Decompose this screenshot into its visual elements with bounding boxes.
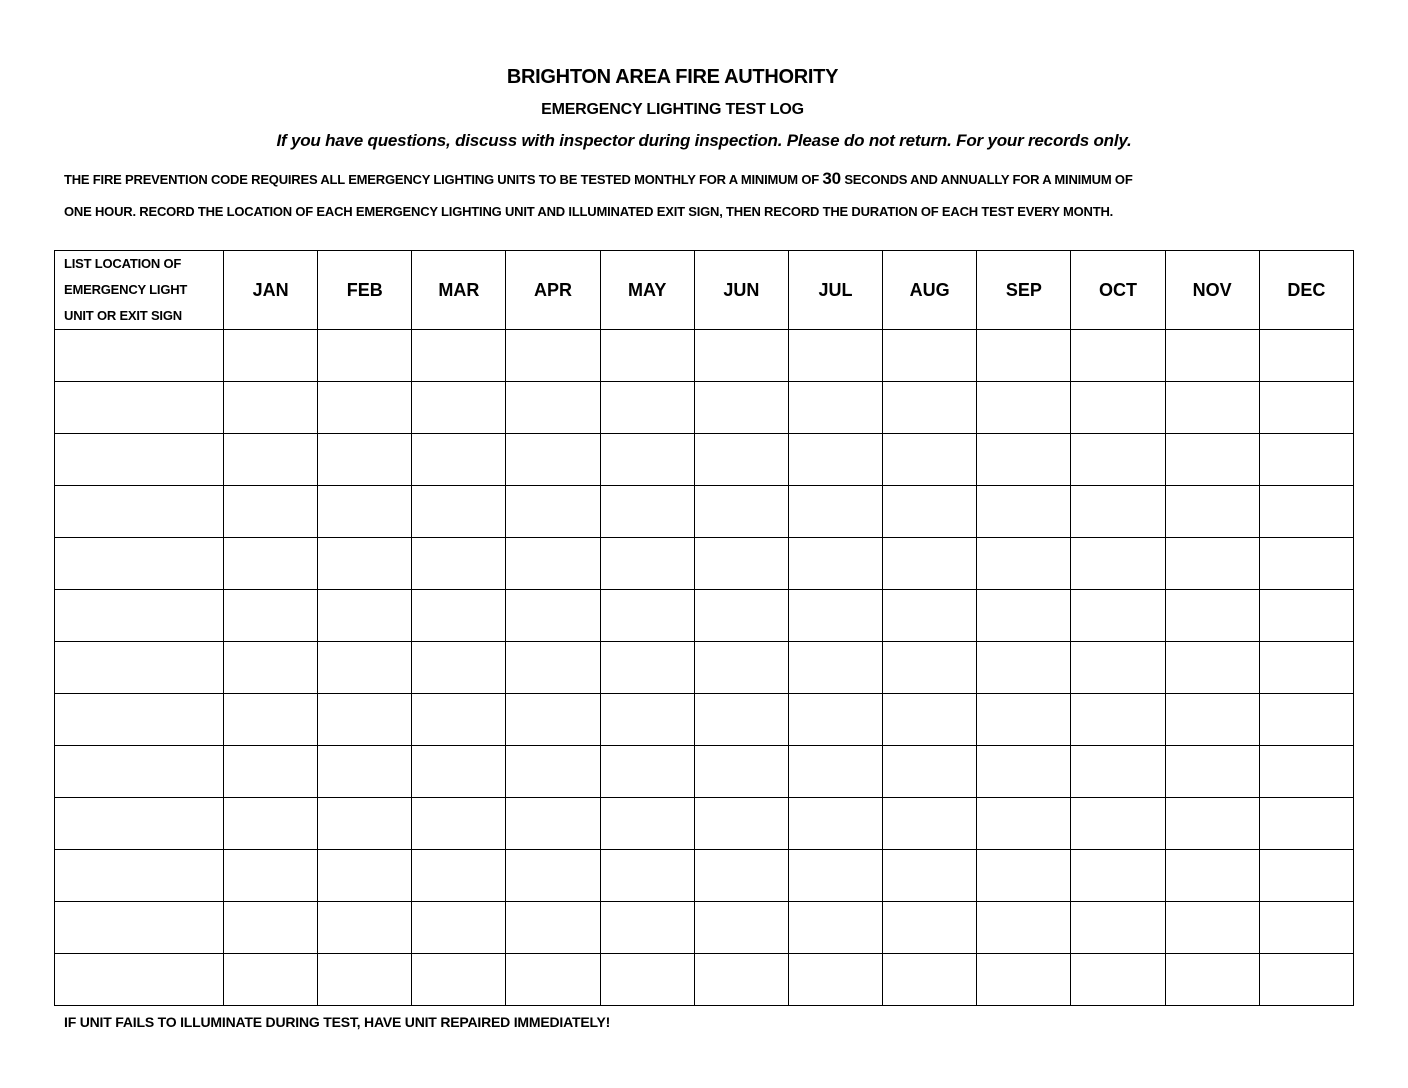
test-duration-cell-jan[interactable] <box>224 746 318 798</box>
test-duration-cell-oct[interactable] <box>1071 850 1165 902</box>
month-header-feb: FEB <box>318 251 412 330</box>
requirement-line-1-prefix: THE FIRE PREVENTION CODE REQUIRES ALL EMERGENCY LIGHTING UNITS TO BE TESTED MONTHLY FOR A MINIMUM OF <box>64 172 823 187</box>
test-duration-cell-apr[interactable] <box>506 590 600 642</box>
test-duration-cell-sep[interactable] <box>977 850 1071 902</box>
test-duration-cell-oct[interactable] <box>1071 382 1165 434</box>
test-duration-cell-feb[interactable] <box>318 902 412 954</box>
test-duration-cell-jun[interactable] <box>694 382 788 434</box>
month-header-aug: AUG <box>883 251 977 330</box>
test-duration-cell-apr[interactable] <box>506 902 600 954</box>
test-duration-cell-apr[interactable] <box>506 850 600 902</box>
test-duration-cell-oct[interactable] <box>1071 746 1165 798</box>
requirement-line-1-suffix: SECONDS AND ANNUALLY FOR A MINIMUM OF <box>840 172 1133 187</box>
test-duration-cell-nov[interactable] <box>1165 330 1259 382</box>
test-duration-cell-mar[interactable] <box>412 434 506 486</box>
test-duration-cell-may[interactable] <box>600 798 694 850</box>
test-duration-cell-nov[interactable] <box>1165 590 1259 642</box>
test-duration-cell-aug[interactable] <box>883 850 977 902</box>
location-cell[interactable] <box>55 486 224 538</box>
month-header-may: MAY <box>600 251 694 330</box>
test-duration-cell-dec[interactable] <box>1259 538 1353 590</box>
code-requirement-text <box>64 163 1354 228</box>
test-duration-cell-feb[interactable] <box>318 746 412 798</box>
location-cell[interactable] <box>55 590 224 642</box>
month-header-nov: NOV <box>1165 251 1259 330</box>
table-row <box>55 590 1354 642</box>
location-cell[interactable] <box>55 642 224 694</box>
test-duration-cell-apr[interactable] <box>506 382 600 434</box>
test-duration-cell-mar[interactable] <box>412 798 506 850</box>
location-cell[interactable] <box>55 746 224 798</box>
location-header-line: LIST LOCATION OF <box>64 256 182 271</box>
test-duration-cell-feb[interactable] <box>318 538 412 590</box>
test-duration-cell-jan[interactable] <box>224 590 318 642</box>
test-duration-cell-feb[interactable] <box>318 850 412 902</box>
test-duration-cell-feb[interactable] <box>318 694 412 746</box>
test-duration-cell-mar[interactable] <box>412 590 506 642</box>
test-duration-cell-dec[interactable] <box>1259 330 1353 382</box>
repair-warning: IF UNIT FAILS TO ILLUMINATE DURING TEST, HAVE UNIT REPAIRED IMMEDIATELY! <box>64 1014 611 1030</box>
test-duration-cell-mar[interactable] <box>412 954 506 1006</box>
test-duration-cell-jan[interactable] <box>224 642 318 694</box>
month-header-oct: OCT <box>1071 251 1165 330</box>
table-row <box>55 798 1354 850</box>
test-duration-cell-may[interactable] <box>600 642 694 694</box>
test-duration-cell-may[interactable] <box>600 538 694 590</box>
test-duration-cell-jan[interactable] <box>224 954 318 1006</box>
test-duration-cell-mar[interactable] <box>412 538 506 590</box>
test-duration-cell-jul[interactable] <box>788 954 882 1006</box>
test-duration-cell-aug[interactable] <box>883 954 977 1006</box>
test-duration-cell-jul[interactable] <box>788 642 882 694</box>
location-cell[interactable] <box>55 798 224 850</box>
location-cell[interactable] <box>55 382 224 434</box>
test-duration-cell-sep[interactable] <box>977 434 1071 486</box>
location-column-header <box>55 251 224 330</box>
test-duration-cell-jun[interactable] <box>694 798 788 850</box>
test-duration-cell-apr[interactable] <box>506 694 600 746</box>
test-duration-cell-sep[interactable] <box>977 486 1071 538</box>
test-duration-cell-dec[interactable] <box>1259 850 1353 902</box>
test-duration-cell-may[interactable] <box>600 434 694 486</box>
test-duration-cell-oct[interactable] <box>1071 538 1165 590</box>
table-row <box>55 850 1354 902</box>
test-duration-cell-dec[interactable] <box>1259 954 1353 1006</box>
test-duration-cell-mar[interactable] <box>412 382 506 434</box>
test-duration-cell-jun[interactable] <box>694 538 788 590</box>
test-duration-cell-jul[interactable] <box>788 798 882 850</box>
test-duration-cell-nov[interactable] <box>1165 798 1259 850</box>
test-duration-cell-sep[interactable] <box>977 902 1071 954</box>
table-header-row <box>55 251 1354 330</box>
test-duration-cell-jun[interactable] <box>694 694 788 746</box>
location-header-line: EMERGENCY LIGHT <box>64 282 188 297</box>
test-duration-cell-nov[interactable] <box>1165 382 1259 434</box>
test-duration-cell-feb[interactable] <box>318 590 412 642</box>
test-duration-cell-feb[interactable] <box>318 486 412 538</box>
month-header-jul: JUL <box>788 251 882 330</box>
test-duration-cell-jul[interactable] <box>788 590 882 642</box>
test-duration-cell-nov[interactable] <box>1165 694 1259 746</box>
test-duration-cell-aug[interactable] <box>883 434 977 486</box>
test-duration-cell-apr[interactable] <box>506 642 600 694</box>
test-duration-cell-sep[interactable] <box>977 694 1071 746</box>
test-duration-cell-jun[interactable] <box>694 434 788 486</box>
test-duration-cell-sep[interactable] <box>977 642 1071 694</box>
test-duration-cell-nov[interactable] <box>1165 850 1259 902</box>
test-duration-cell-may[interactable] <box>600 382 694 434</box>
test-duration-cell-aug[interactable] <box>883 330 977 382</box>
table-row <box>55 746 1354 798</box>
table-row <box>55 330 1354 382</box>
test-duration-cell-jan[interactable] <box>224 798 318 850</box>
test-duration-cell-jul[interactable] <box>788 746 882 798</box>
test-duration-cell-feb[interactable] <box>318 642 412 694</box>
test-duration-cell-apr[interactable] <box>506 486 600 538</box>
table-row <box>55 382 1354 434</box>
test-duration-cell-feb[interactable] <box>318 382 412 434</box>
test-duration-cell-jan[interactable] <box>224 434 318 486</box>
test-duration-cell-sep[interactable] <box>977 798 1071 850</box>
test-duration-cell-aug[interactable] <box>883 746 977 798</box>
test-duration-cell-nov[interactable] <box>1165 538 1259 590</box>
test-duration-cell-jul[interactable] <box>788 382 882 434</box>
test-duration-cell-aug[interactable] <box>883 694 977 746</box>
test-duration-cell-apr[interactable] <box>506 746 600 798</box>
test-duration-cell-sep[interactable] <box>977 746 1071 798</box>
test-duration-cell-may[interactable] <box>600 330 694 382</box>
test-duration-cell-aug[interactable] <box>883 486 977 538</box>
requirement-seconds-number: 30 <box>822 169 841 188</box>
test-duration-cell-jul[interactable] <box>788 486 882 538</box>
table-row <box>55 434 1354 486</box>
test-duration-cell-may[interactable] <box>600 954 694 1006</box>
records-note: If you have questions, discuss with inspector during inspection. Please do not return. For your records only. <box>276 131 1132 150</box>
test-duration-cell-oct[interactable] <box>1071 486 1165 538</box>
test-duration-cell-jun[interactable] <box>694 486 788 538</box>
test-duration-cell-jun[interactable] <box>694 330 788 382</box>
test-log-table <box>54 250 1354 1006</box>
test-duration-cell-dec[interactable] <box>1259 590 1353 642</box>
test-duration-cell-jul[interactable] <box>788 434 882 486</box>
location-cell[interactable] <box>55 434 224 486</box>
test-duration-cell-oct[interactable] <box>1071 954 1165 1006</box>
test-duration-cell-jun[interactable] <box>694 954 788 1006</box>
test-duration-cell-jul[interactable] <box>788 694 882 746</box>
test-duration-cell-jan[interactable] <box>224 382 318 434</box>
test-duration-cell-jan[interactable] <box>224 330 318 382</box>
table-row <box>55 902 1354 954</box>
test-duration-cell-mar[interactable] <box>412 486 506 538</box>
document-subtitle: EMERGENCY LIGHTING TEST LOG <box>541 101 804 118</box>
test-duration-cell-jan[interactable] <box>224 538 318 590</box>
test-duration-cell-jun[interactable] <box>694 590 788 642</box>
test-duration-cell-dec[interactable] <box>1259 798 1353 850</box>
test-duration-cell-oct[interactable] <box>1071 642 1165 694</box>
test-duration-cell-feb[interactable] <box>318 798 412 850</box>
test-duration-cell-jun[interactable] <box>694 642 788 694</box>
test-duration-cell-dec[interactable] <box>1259 902 1353 954</box>
test-duration-cell-may[interactable] <box>600 694 694 746</box>
test-log-body <box>55 330 1354 1006</box>
test-duration-cell-dec[interactable] <box>1259 642 1353 694</box>
test-duration-cell-mar[interactable] <box>412 746 506 798</box>
table-row <box>55 694 1354 746</box>
test-duration-cell-aug[interactable] <box>883 538 977 590</box>
month-header-apr: APR <box>506 251 600 330</box>
test-duration-cell-apr[interactable] <box>506 330 600 382</box>
test-duration-cell-may[interactable] <box>600 746 694 798</box>
test-duration-cell-mar[interactable] <box>412 694 506 746</box>
test-duration-cell-jan[interactable] <box>224 850 318 902</box>
test-duration-cell-jul[interactable] <box>788 902 882 954</box>
requirement-line-1 <box>64 163 1354 196</box>
test-duration-cell-dec[interactable] <box>1259 746 1353 798</box>
test-duration-cell-jul[interactable] <box>788 850 882 902</box>
test-duration-cell-sep[interactable] <box>977 954 1071 1006</box>
test-duration-cell-may[interactable] <box>600 590 694 642</box>
test-duration-cell-feb[interactable] <box>318 954 412 1006</box>
test-duration-cell-apr[interactable] <box>506 954 600 1006</box>
test-duration-cell-sep[interactable] <box>977 330 1071 382</box>
test-duration-cell-jun[interactable] <box>694 902 788 954</box>
location-cell[interactable] <box>55 694 224 746</box>
location-cell[interactable] <box>55 538 224 590</box>
month-header-jan: JAN <box>224 251 318 330</box>
test-duration-cell-nov[interactable] <box>1165 746 1259 798</box>
test-duration-cell-mar[interactable] <box>412 642 506 694</box>
test-duration-cell-nov[interactable] <box>1165 486 1259 538</box>
test-duration-cell-nov[interactable] <box>1165 954 1259 1006</box>
test-duration-cell-oct[interactable] <box>1071 694 1165 746</box>
test-duration-cell-apr[interactable] <box>506 434 600 486</box>
table-row <box>55 486 1354 538</box>
table-row <box>55 954 1354 1006</box>
test-duration-cell-sep[interactable] <box>977 382 1071 434</box>
test-duration-cell-oct[interactable] <box>1071 798 1165 850</box>
test-duration-cell-jul[interactable] <box>788 330 882 382</box>
test-duration-cell-jul[interactable] <box>788 538 882 590</box>
test-duration-cell-nov[interactable] <box>1165 902 1259 954</box>
test-duration-cell-jun[interactable] <box>694 850 788 902</box>
test-duration-cell-aug[interactable] <box>883 382 977 434</box>
table-row <box>55 538 1354 590</box>
requirement-line-2: ONE HOUR. RECORD THE LOCATION OF EACH EMERGENCY LIGHTING UNIT AND ILLUMINATED EXIT SIGN, THEN RECORD THE DURATION OF EACH TEST EVERY MONTH. <box>64 204 1114 219</box>
test-duration-cell-dec[interactable] <box>1259 486 1353 538</box>
test-duration-cell-nov[interactable] <box>1165 434 1259 486</box>
test-duration-cell-sep[interactable] <box>977 590 1071 642</box>
test-duration-cell-dec[interactable] <box>1259 382 1353 434</box>
month-header-mar: MAR <box>412 251 506 330</box>
test-duration-cell-dec[interactable] <box>1259 694 1353 746</box>
test-duration-cell-may[interactable] <box>600 850 694 902</box>
test-duration-cell-mar[interactable] <box>412 330 506 382</box>
test-duration-cell-aug[interactable] <box>883 902 977 954</box>
location-cell[interactable] <box>55 954 224 1006</box>
test-duration-cell-dec[interactable] <box>1259 434 1353 486</box>
table-row <box>55 642 1354 694</box>
test-duration-cell-apr[interactable] <box>506 538 600 590</box>
document-title: BRIGHTON AREA FIRE AUTHORITY <box>506 66 839 88</box>
test-duration-cell-aug[interactable] <box>883 642 977 694</box>
test-duration-cell-mar[interactable] <box>412 850 506 902</box>
test-duration-cell-aug[interactable] <box>883 590 977 642</box>
month-header-dec: DEC <box>1259 251 1353 330</box>
test-duration-cell-jun[interactable] <box>694 746 788 798</box>
location-cell[interactable] <box>55 330 224 382</box>
month-header-jun: JUN <box>694 251 788 330</box>
test-duration-cell-feb[interactable] <box>318 330 412 382</box>
test-duration-cell-oct[interactable] <box>1071 902 1165 954</box>
test-duration-cell-sep[interactable] <box>977 538 1071 590</box>
test-duration-cell-feb[interactable] <box>318 434 412 486</box>
test-duration-cell-oct[interactable] <box>1071 330 1165 382</box>
test-duration-cell-jan[interactable] <box>224 694 318 746</box>
test-duration-cell-nov[interactable] <box>1165 642 1259 694</box>
location-cell[interactable] <box>55 850 224 902</box>
test-duration-cell-oct[interactable] <box>1071 434 1165 486</box>
test-duration-cell-jan[interactable] <box>224 902 318 954</box>
test-duration-cell-oct[interactable] <box>1071 590 1165 642</box>
month-header-sep: SEP <box>977 251 1071 330</box>
test-duration-cell-aug[interactable] <box>883 798 977 850</box>
location-cell[interactable] <box>55 902 224 954</box>
location-header-line: UNIT OR EXIT SIGN <box>64 308 182 323</box>
test-duration-cell-apr[interactable] <box>506 798 600 850</box>
test-duration-cell-may[interactable] <box>600 902 694 954</box>
test-duration-cell-may[interactable] <box>600 486 694 538</box>
test-duration-cell-mar[interactable] <box>412 902 506 954</box>
test-duration-cell-jan[interactable] <box>224 486 318 538</box>
